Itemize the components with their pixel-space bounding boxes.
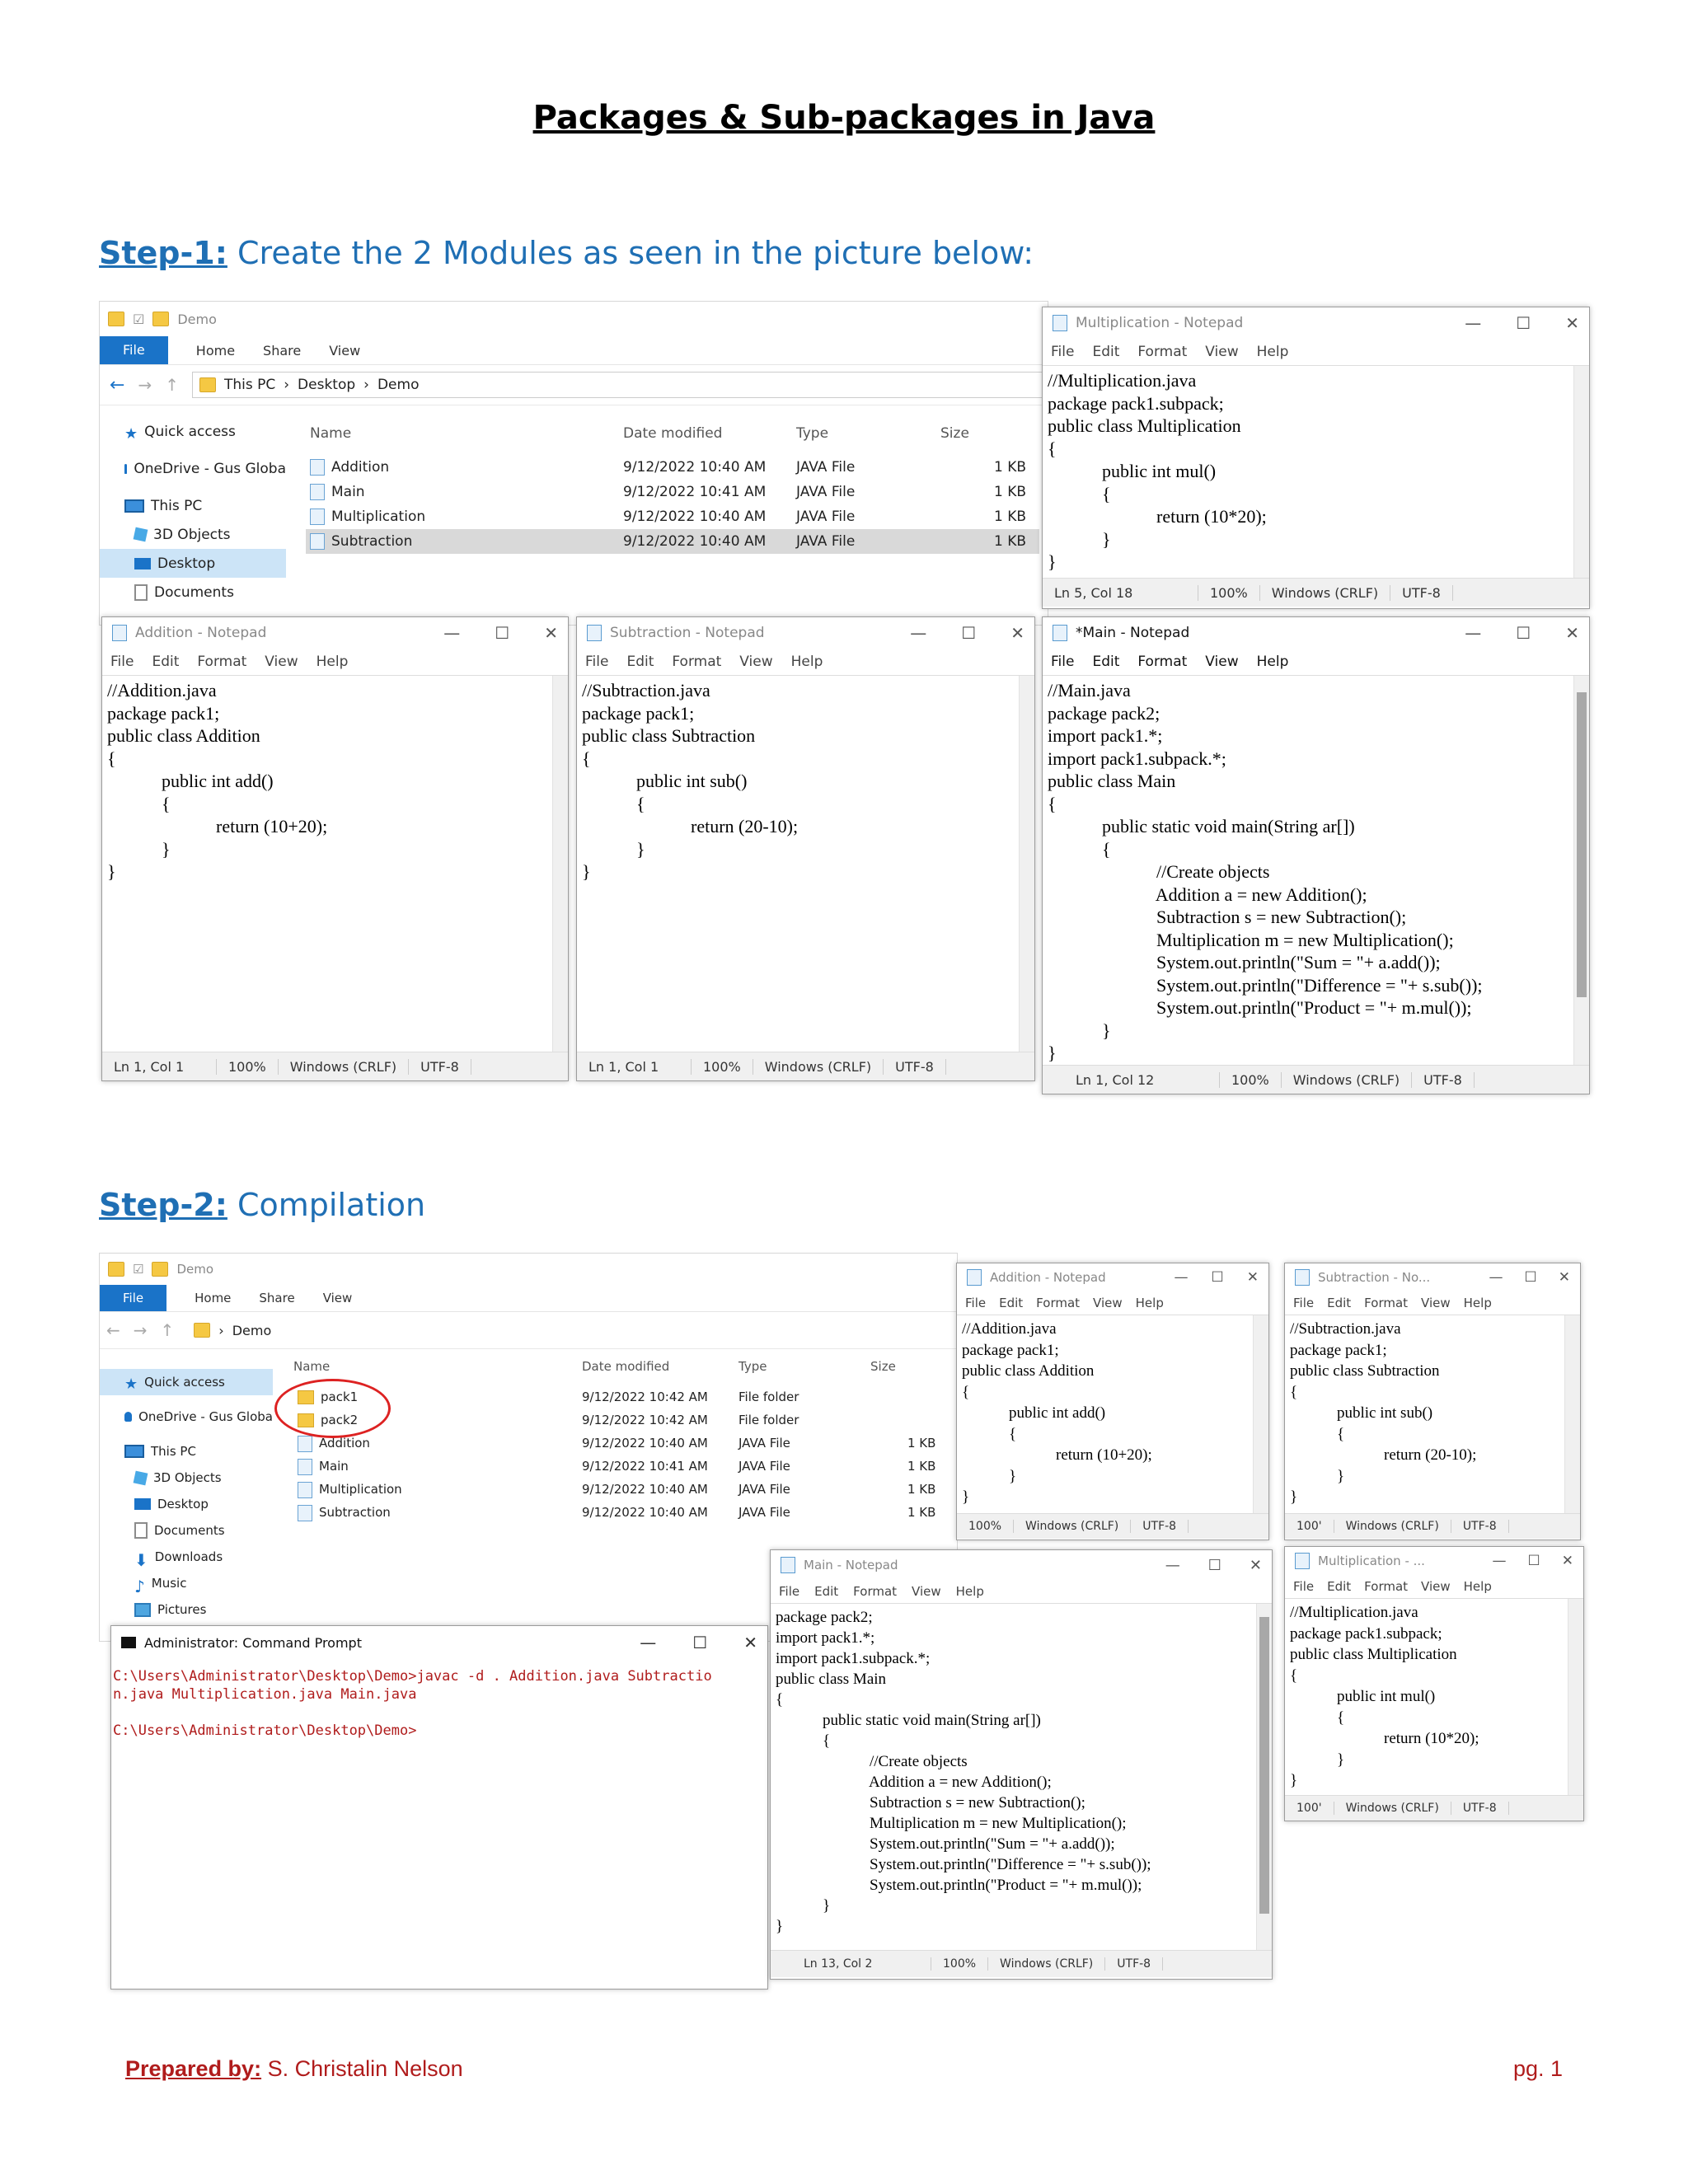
tab-home[interactable]: Home [195,342,236,359]
java-file-icon [310,509,325,525]
checkbox-icon[interactable]: ☑ [133,311,145,327]
titlebar [102,617,568,649]
notepad-addition [101,616,569,1081]
nav-onedrive[interactable]: OneDrive - Gus Globa [100,1404,273,1430]
nav-this-pc[interactable]: This PC [100,1438,273,1465]
checkbox-icon[interactable]: ☑ [133,1262,144,1277]
file-row[interactable]: Main 9/12/2022 10:41 AM JAVA File 1 KB [306,480,1039,504]
menu-edit[interactable]: Edit [626,654,654,670]
tab-home[interactable]: Home [195,1291,232,1305]
status-bar: Ln 13, Col 2 100% Windows (CRLF) UTF-8 [771,1951,1272,1977]
minimize-icon[interactable]: — [1465,313,1482,333]
menu-view[interactable]: View [265,654,298,670]
menu-bar [1285,1575,1583,1598]
col-name[interactable]: Name [293,1359,331,1374]
menu-help[interactable]: Help [955,1584,984,1599]
menu-format[interactable]: Format [1364,1579,1409,1594]
folder-row-pack2[interactable]: pack2 9/12/2022 10:42 AM File folder [298,1408,940,1432]
folder-icon [108,1262,124,1277]
file-row[interactable]: Addition 9/12/2022 10:40 AM JAVA File 1 KB [298,1432,940,1455]
notepad-icon [781,1557,795,1573]
folder-icon [194,1323,210,1338]
maximize-icon[interactable]: ☐ [495,623,510,643]
file-row[interactable]: Multiplication 9/12/2022 10:40 AM JAVA File 1 KB [306,504,1039,529]
close-icon[interactable]: ✕ [743,1633,757,1652]
footer-label: Prepared by: [125,2056,262,2081]
menu-format[interactable]: Format [1137,344,1188,360]
col-type[interactable]: Type [796,425,829,442]
titlebar [1043,617,1589,649]
maximize-icon[interactable]: ☐ [1516,313,1531,333]
window-title: Subtraction - No... [1318,1270,1431,1285]
step2-label: Step-2: [99,1187,227,1223]
text-editor[interactable] [1043,365,1589,579]
menu-help[interactable]: Help [790,654,823,670]
java-file-icon [298,1482,312,1498]
step1-text: Create the 2 Modules as seen in the picture below: [227,235,1034,271]
menu-bar [1043,649,1589,675]
vertical-scrollbar[interactable] [552,676,568,1052]
window-title: Multiplication - Notepad [1076,315,1244,331]
cube-icon [134,527,148,542]
notepad-subtraction [576,616,1035,1081]
code-text: //Subtraction.java package pack1; public class Subtraction { public int sub() { return (20-10); } } [582,680,799,882]
status-bar: Ln 5, Col 18 100% Windows (CRLF) UTF-8 [1043,579,1589,607]
folder-icon [108,312,124,326]
vertical-scrollbar[interactable] [1573,366,1589,578]
status-bar: 100' Windows (CRLF) UTF-8 [1285,1514,1580,1539]
notepad-icon [1295,1553,1310,1569]
notepad-icon [1053,625,1067,641]
minimize-icon[interactable]: — [1489,1269,1503,1286]
menu-view[interactable]: View [1421,1579,1451,1594]
menu-help[interactable]: Help [316,654,349,670]
menu-view[interactable]: View [739,654,773,670]
close-icon[interactable]: ✕ [1565,313,1579,333]
minimize-icon[interactable]: — [910,623,927,643]
download-arrow-icon: ⬇ [134,1550,148,1570]
navigation-pane [100,1369,273,1623]
navigation-pane [100,417,286,607]
document-icon [134,1522,148,1539]
command-prompt-window [110,1625,768,1990]
menu-edit[interactable]: Edit [814,1584,839,1599]
forward-arrow-icon[interactable]: → [133,1320,148,1340]
status-bar: Ln 1, Col 1 100% Windows (CRLF) UTF-8 [102,1052,568,1080]
code-text: //Main.java package pack2; import pack1.*; import pack1.subpack.*; public class Main { public static void main(String ar[]) { //Create objects Addition a = new Addition(); Subtraction s = new Subtraction(); Multiplication m = new Multiplication(); System.out.println("Sum = "+ a.add()); System.out.println("Difference = "+ s.sub()); System.out.println("Product = "+ m.mul()); } } [1048,680,1483,1063]
menu-file[interactable]: File [110,654,134,670]
col-type[interactable]: Type [738,1359,767,1374]
window-title: Multiplication - ... [1318,1554,1425,1568]
text-editor[interactable] [771,1603,1272,1951]
file-row[interactable]: Addition 9/12/2022 10:40 AM JAVA File 1 KB [306,455,1039,480]
menu-file[interactable]: File [1293,1579,1315,1594]
java-file-icon [298,1459,312,1475]
menu-help[interactable]: Help [1256,654,1289,670]
file-row[interactable]: Multiplication 9/12/2022 10:40 AM JAVA File 1 KB [298,1478,940,1501]
java-file-icon [298,1436,312,1452]
star-icon: ★ [124,1376,138,1393]
col-size[interactable]: Size [940,425,969,442]
text-editor[interactable] [1285,1315,1580,1514]
music-note-icon: ♪ [134,1577,145,1596]
notepad-subtraction-2 [1284,1263,1581,1540]
status-bar: Ln 1, Col 12 100% Windows (CRLF) UTF-8 [1043,1066,1589,1094]
step1-label: Step-1: [99,235,227,271]
breadcrumb-this-pc[interactable]: This PC [223,377,276,393]
nav-3d-objects[interactable]: 3D Objects [100,1465,273,1491]
footer-name: S. Christalin Nelson [261,2056,463,2081]
titlebar [771,1550,1272,1580]
nav-downloads[interactable]: ⬇ Downloads [134,1549,223,1570]
quick-access-toolbar [100,1254,957,1285]
menu-edit[interactable]: Edit [152,654,180,670]
minimize-icon[interactable]: — [1492,1553,1507,1569]
breadcrumb[interactable]: This PC › Desktop › Demo [192,372,1048,398]
menu-format[interactable]: Format [1364,1296,1409,1310]
menu-file[interactable]: File [1051,344,1075,360]
document-icon [134,584,148,601]
menu-view[interactable]: View [1421,1296,1451,1310]
status-bar: Ln 1, Col 1 100% Windows (CRLF) UTF-8 [577,1052,1034,1080]
maximize-icon[interactable]: ☐ [961,623,977,643]
page-number: pg. 1 [1512,2056,1563,2081]
window-title: Addition - Notepad [990,1270,1106,1285]
footer-author [125,2056,463,2082]
menu-view[interactable]: View [1093,1296,1123,1310]
nav-music[interactable]: ♪ Music [134,1576,187,1596]
menu-edit[interactable]: Edit [1092,654,1120,670]
desktop-icon [134,558,151,569]
folder-icon [152,312,169,326]
vertical-scrollbar[interactable] [1568,1599,1583,1795]
notepad-main-2 [770,1549,1273,1980]
vertical-scrollbar[interactable] [1256,1604,1272,1950]
window-title: Demo [176,1262,214,1277]
step2-heading [99,1187,425,1223]
step1-heading [99,235,1034,271]
nav-desktop[interactable]: Desktop [100,549,286,578]
menu-view[interactable]: View [1205,654,1239,670]
back-arrow-icon[interactable]: ← [110,374,125,396]
notepad-icon [587,625,602,641]
notepad-multiplication-2 [1284,1546,1584,1821]
tab-view[interactable]: View [329,342,361,359]
menu-view[interactable]: View [1205,344,1239,360]
titlebar [957,1263,1268,1291]
code-text: //Subtraction.java package pack1; public class Subtraction { public int sub() { return (20-10); } } [1290,1320,1477,1506]
close-icon[interactable]: ✕ [1558,1269,1570,1286]
menu-format[interactable]: Format [197,654,247,670]
close-icon[interactable]: ✕ [1249,1556,1262,1574]
cube-icon [134,1470,148,1485]
menu-file[interactable]: File [1051,654,1075,670]
ribbon-tabs [100,1285,957,1312]
text-editor[interactable] [957,1315,1268,1514]
java-file-icon [310,459,325,476]
java-file-icon [310,484,325,500]
titlebar [111,1626,767,1659]
text-editor[interactable] [1043,675,1589,1066]
window-title: Main - Notepad [804,1558,898,1572]
titlebar [1043,307,1589,339]
menu-help[interactable]: Help [1463,1296,1492,1310]
window-title: Addition - Notepad [135,625,267,641]
menu-view[interactable]: View [912,1584,941,1599]
minimize-icon[interactable]: — [1465,623,1482,643]
folder-icon [199,377,216,392]
menu-edit[interactable]: Edit [1092,344,1120,360]
picture-icon [134,1603,151,1617]
titlebar [1285,1547,1583,1575]
col-size[interactable]: Size [870,1359,896,1374]
back-arrow-icon[interactable]: ← [106,1320,120,1340]
notepad-addition-2 [956,1263,1269,1540]
menu-file[interactable]: File [1293,1296,1315,1310]
minimize-icon[interactable]: — [1174,1269,1189,1286]
nav-documents[interactable]: Documents [100,578,286,607]
java-file-icon [298,1505,312,1521]
tab-view[interactable]: View [322,1291,353,1305]
notepad-icon [1053,315,1067,331]
close-icon[interactable]: ✕ [1246,1269,1259,1286]
minimize-icon[interactable]: — [443,623,461,643]
status-bar: 100' Windows (CRLF) UTF-8 [1285,1796,1583,1821]
page-title: Packages & Sub-packages in Java [532,99,1156,137]
menu-format[interactable]: Format [672,654,722,670]
folder-row-pack1[interactable]: pack1 9/12/2022 10:42 AM File folder [298,1385,940,1408]
notepad-multiplication [1042,307,1590,609]
window-title: Demo [177,311,217,327]
minimize-icon[interactable]: — [1165,1556,1180,1574]
forward-arrow-icon[interactable]: → [138,375,152,395]
computer-icon [124,1445,144,1458]
vertical-scrollbar[interactable] [1253,1315,1268,1513]
titlebar [577,617,1034,649]
tab-file[interactable]: File [100,1285,166,1311]
code-text: //Addition.java package pack1; public class Addition { public int add() { return (10+20); } } [962,1320,1152,1506]
nav-pictures[interactable]: Pictures [100,1596,273,1623]
menu-format[interactable]: Format [853,1584,898,1599]
address-bar [100,365,1048,405]
console-output[interactable]: C:\Users\Administrator\Desktop\Demo>javac -d . Addition.java Subtractio n.java Multiplication.java Main.java C:\Users\Administrator\Desktop\Demo> [113,1668,712,1739]
tab-share[interactable]: Share [259,1291,295,1305]
file-row-selected[interactable]: Subtraction 9/12/2022 10:40 AM JAVA File 1 KB [306,529,1039,554]
vertical-scrollbar[interactable] [1573,676,1589,1065]
code-text: //Multiplication.java package pack1.subpack; public class Multiplication { public int mul() { return (10*20); } } [1290,1604,1479,1789]
up-arrow-icon[interactable]: ↑ [165,375,179,395]
tab-file[interactable]: File [100,336,168,364]
cmd-icon [121,1637,136,1648]
maximize-icon[interactable]: ☐ [1527,1553,1540,1569]
nav-quick-access[interactable]: ★ Quick access [124,423,236,443]
status-bar: 100% Windows (CRLF) UTF-8 [957,1514,1268,1539]
menu-edit[interactable]: Edit [999,1296,1024,1310]
col-date[interactable]: Date modified [582,1359,670,1374]
menu-help[interactable]: Help [1463,1579,1492,1594]
up-arrow-icon[interactable]: ↑ [160,1320,175,1340]
menu-help[interactable]: Help [1256,344,1289,360]
tab-share[interactable]: Share [263,342,302,359]
close-icon[interactable]: ✕ [1561,1553,1573,1569]
cloud-icon [124,1412,132,1422]
nav-this-pc[interactable]: This PC [100,491,286,520]
notepad-icon [967,1269,982,1286]
star-icon: ★ [124,424,138,443]
minimize-icon[interactable]: — [640,1633,657,1652]
menu-format[interactable]: Format [1137,654,1188,670]
folder-icon [152,1262,168,1277]
menu-file[interactable]: File [965,1296,987,1310]
menu-edit[interactable]: Edit [1327,1579,1352,1594]
window-title: *Main - Notepad [1076,625,1190,641]
text-editor[interactable] [1285,1598,1583,1796]
breadcrumb[interactable]: › Demo [187,1318,957,1343]
breadcrumb-demo[interactable]: Demo [232,1322,272,1338]
address-bar [100,1312,957,1349]
breadcrumb-desktop[interactable]: Desktop [298,377,356,393]
menu-bar [1285,1291,1580,1315]
nav-onedrive[interactable]: OneDrive - Gus Globa [100,454,286,483]
menu-file[interactable]: File [585,654,609,670]
maximize-icon[interactable]: ☐ [692,1633,708,1652]
close-icon[interactable]: ✕ [544,623,558,643]
nav-3d-objects[interactable]: 3D Objects [100,520,286,549]
menu-edit[interactable]: Edit [1327,1296,1352,1310]
maximize-icon[interactable]: ☐ [1211,1269,1224,1286]
ribbon-tabs [100,336,1048,365]
col-name[interactable]: Name [310,425,352,442]
cloud-icon [124,464,127,474]
file-row[interactable]: Main 9/12/2022 10:41 AM JAVA File 1 KB [298,1455,940,1478]
menu-help[interactable]: Help [1135,1296,1164,1310]
code-text: package pack2; import pack1.*; import pack1.subpack.*; public class Main { public static void main(String ar[]) { //Create objects Addition a = new Addition(); Subtraction s = new Subtraction(); Multiplication m = new Multiplication(); System.out.println("Sum = "+ a.add()); System.out.println("Difference = "+ s.sub()); System.out.println("Product = "+ m.mul()); } } [776,1609,1151,1935]
nav-desktop[interactable]: Desktop [100,1491,273,1517]
quick-access-toolbar [100,302,1048,336]
highlight-circle [274,1379,391,1438]
text-editor[interactable] [102,675,568,1052]
text-editor[interactable] [577,675,1034,1052]
menu-bar [771,1580,1272,1603]
menu-format[interactable]: Format [1036,1296,1081,1310]
menu-bar [577,649,1034,675]
maximize-icon[interactable]: ☐ [1524,1269,1537,1286]
file-explorer-step1 [99,301,1048,626]
close-icon[interactable]: ✕ [1565,623,1579,643]
java-file-icon [310,533,325,550]
menu-bar [102,649,568,675]
code-text: //Addition.java package pack1; public class Addition { public int add() { return (10+20); } } [107,680,328,882]
step2-text: Compilation [227,1187,426,1223]
breadcrumb-demo[interactable]: Demo [377,377,420,393]
notepad-main [1042,616,1590,1094]
nav-quick-access[interactable]: ★ Quick access [100,1369,273,1395]
notepad-icon [1295,1269,1310,1286]
notepad-icon [112,625,127,641]
code-text: //Multiplication.java package pack1.subpack; public class Multiplication { public int mul() { return (10*20); } } [1048,370,1267,572]
close-icon[interactable]: ✕ [1010,623,1025,643]
computer-icon [124,499,144,513]
vertical-scrollbar[interactable] [1564,1315,1580,1513]
maximize-icon[interactable]: ☐ [1207,1556,1221,1574]
nav-documents[interactable]: Documents [100,1517,273,1544]
titlebar [1285,1263,1580,1291]
window-title: Administrator: Command Prompt [144,1634,362,1651]
desktop-icon [134,1498,151,1510]
window-title: Subtraction - Notepad [610,625,765,641]
menu-bar [957,1291,1268,1315]
menu-bar [1043,339,1589,365]
vertical-scrollbar[interactable] [1019,676,1034,1052]
file-row[interactable]: Subtraction 9/12/2022 10:40 AM JAVA File 1 KB [298,1501,940,1524]
maximize-icon[interactable]: ☐ [1516,623,1531,643]
menu-file[interactable]: File [779,1584,800,1599]
col-date[interactable]: Date modified [623,425,723,442]
